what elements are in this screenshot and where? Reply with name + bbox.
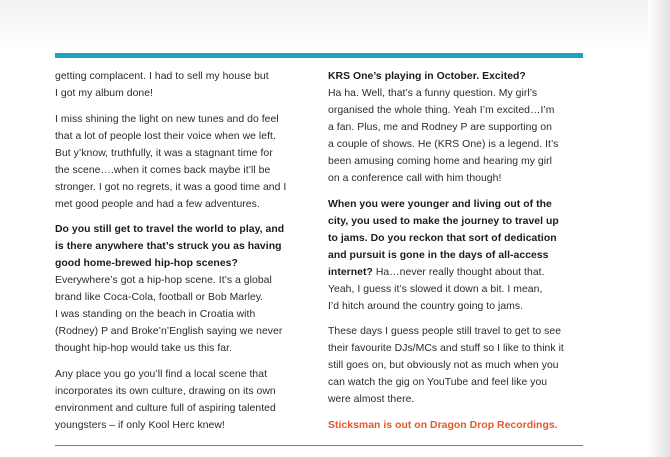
answer-line: Everywhere’s got a hip-hop scene. It’s a global [55,275,272,286]
text-line: can watch the gig on YouTube and feel like you [328,377,548,388]
text-line: getting complacent. I had to sell my house but [55,71,269,82]
qa-jams [328,196,586,315]
text-line: still goes on, but obviously not as much when you [328,360,559,371]
question-line: good home-brewed hip-hop scenes? [55,258,238,269]
answer-line: a fan. Plus, me and Rodney P are supporting on [328,122,552,133]
text-line: stronger. I got no regrets, it was a good time and I [55,181,287,193]
qa-travel [55,221,317,357]
question-line: is there anywhere that’s struck you as having [55,241,282,252]
question-fragment: internet? [328,266,373,278]
answer-line: Yeah, I guess it’s slowed it down a bit. I mean, [328,283,543,295]
top-accent-rule [55,53,583,58]
text-line: incorporates its own culture, drawing on its own [55,385,276,397]
text-line: the scene….when it comes back maybe it’ll be [55,164,271,176]
question-line: KRS One’s playing in October. Excited? [328,71,526,82]
credit-line: Sticksman is out on Dragon Drop Recordings. [328,419,558,431]
answer-line: a couple of shows. He (KRS One) is a legend. It’s [328,139,559,150]
paragraph-stagnant-scene [55,111,317,213]
text-line: met good people and had a few adventures. [55,198,260,210]
text-line: I got my album done! [55,88,154,99]
page-top-shadow [0,0,670,50]
mixed-line [328,264,586,281]
right-column [328,68,586,442]
text-line: environment and culture full of aspiring talented [55,402,276,414]
paragraph-youtube [328,323,586,408]
left-column [55,68,317,442]
bottom-accent-rule [55,445,583,446]
answer-line: thought hip-hop would take us this far. [55,343,232,354]
answer-line: I’d hitch around the country going to jams. [328,300,524,312]
text-line: their favourite DJs/MCs and stuff so I like to think it [328,343,564,354]
answer-line: Ha ha. Well, that’s a funny question. My girl’s [328,88,538,99]
answer-line: brand like Coca-Cola, football or Bob Marley. [55,292,264,303]
paragraph-local-scene [55,366,317,434]
question-line: and pursuit is gone in the days of all-access [328,249,549,261]
text-line: Any place you go you’ll find a local scene that [55,368,268,380]
text-line: that a lot of people lost their voice when we left. [55,130,276,142]
answer-line: organised the whole thing. Yeah I’m excited…I’m [328,105,555,116]
text-line: I miss shining the light on new tunes and do feel [55,113,279,125]
page-edge-shadow [648,0,670,457]
answer-line: I was standing on the beach in Croatia with [55,309,256,320]
qa-krs-one [328,68,586,187]
question-line: to jams. Do you reckon that sort of dedication [328,232,557,244]
answer-fragment: Ha…never really thought about that. [372,266,545,278]
question-line: Do you still get to travel the world to play, and [55,224,285,235]
release-credit [328,417,586,434]
paragraph-album [55,68,317,102]
question-line: When you were younger and living out of the [328,198,552,210]
text-line: were almost there. [328,394,415,405]
answer-line: on a conference call with him though! [328,173,502,184]
text-line: youngsters – if only Kool Herc knew! [55,419,225,431]
answer-line: (Rodney) P and Broke’n’English saying we never [55,326,283,337]
answer-line: been amusing coming home and hearing my girl [328,156,552,167]
question-line: city, you used to make the journey to travel up [328,215,559,227]
text-line: These days I guess people still travel to get to see [328,326,562,337]
text-line: But y’know, truthfully, it was a stagnant time for [55,147,273,159]
